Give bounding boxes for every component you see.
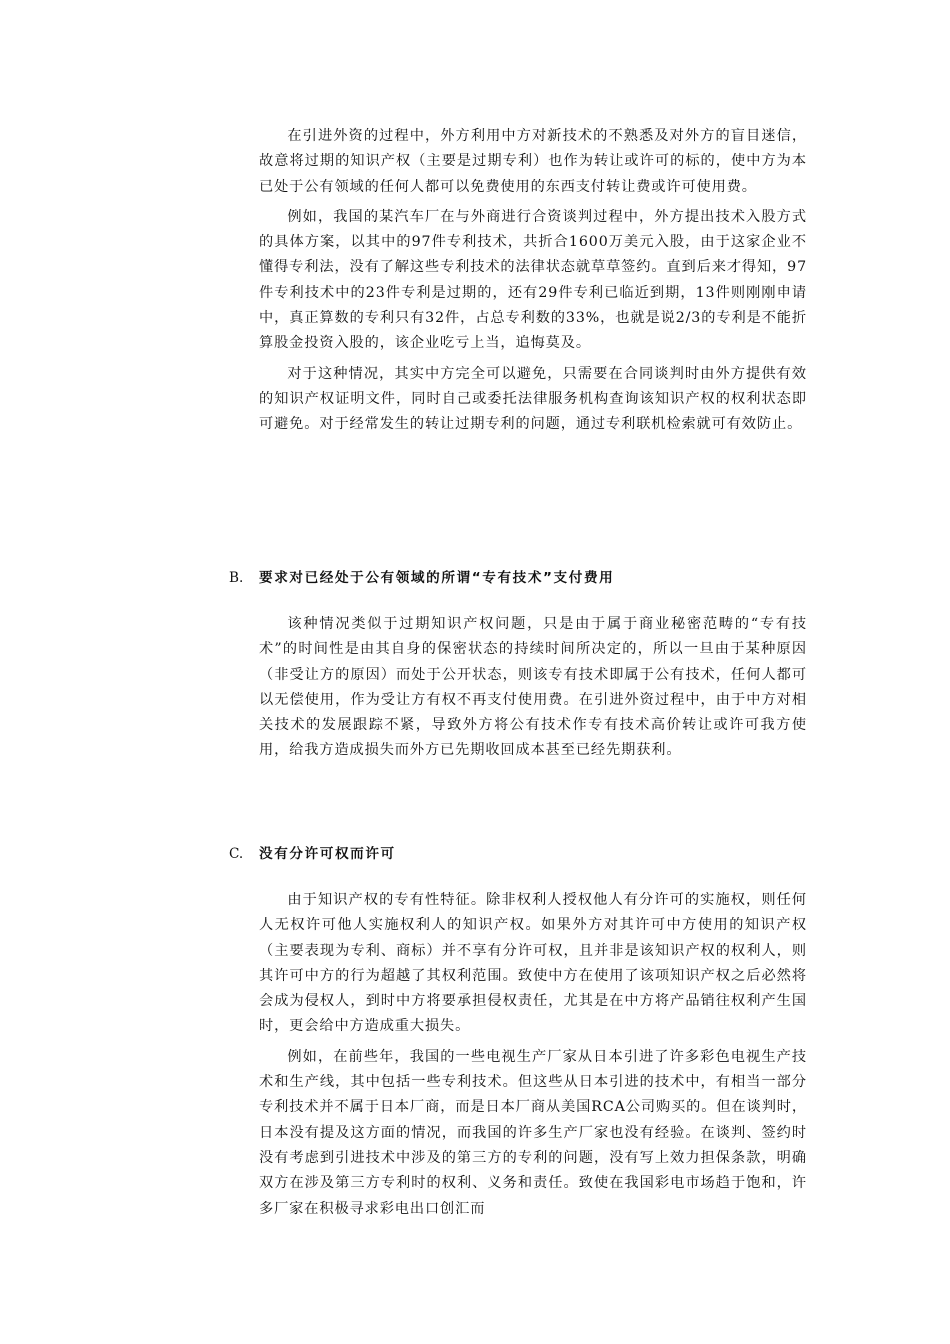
paragraph: 由于知识产权的专有性特征。除非权利人授权他人有分许可的实施权，则任何人无权许可他人实施权利人的知识产权。如果外方对其许可中方使用的知识产权（主要表现为专利、商标）并不享有分许可权，且并非是该知识产权的权利人，则其许可中方的行为超越了其权利范围。致使中方在使用了该项知识产权之后必然将会成为侵权人，到时中方将要承担侵权责任，尤其是在中方将产品销往权利产生国时，更会给中方造成重大损失。 [259, 892, 807, 1035]
section-b-letter: B. [229, 570, 244, 586]
section-c-body [259, 888, 807, 1222]
paragraph: 对于这种情况，其实中方完全可以避免，只需要在合同谈判时由外方提供有效的知识产权证明文件，同时自己或委托法律服务机构查询该知识产权的权利状态即可避免。对于经常发生的转让过期专利的问题，通过专利联机检索就可有效防止。 [259, 365, 807, 433]
paragraph: 例如，在前些年，我国的一些电视生产厂家从日本引进了许多彩色电视生产技术和生产线，其中包括一些专利技术。但这些从日本引进的技术中，有相当一部分专利技术并不属于日本厂商，而是日本厂商从美国RCA公司购买的。但在谈判时，日本没有提及这方面的情况，而我国的许多生产厂家也没有经验。在谈判、签约时没有考虑到引进技术中涉及的第三方的专利的问题，没有写上效力担保条款，明确双方在涉及第三方专利时的权利、义务和责任。致使在我国彩电市场趋于饱和，许多厂家在积极寻求彩电出口创汇而 [259, 1048, 807, 1217]
intro-section [259, 124, 807, 438]
section-b-title: 要求对已经处于公有领域的所谓“专有技术”支付费用 [259, 570, 615, 586]
section-c-heading [229, 844, 396, 864]
section-b-heading [229, 568, 614, 588]
section-c-title: 没有分许可权而许可 [259, 846, 396, 862]
paragraph: 该种情况类似于过期知识产权问题，只是由于属于商业秘密范畴的“专有技术”的时间性是由其自身的保密状态的持续时间所决定的，所以一旦由于某种原因（非受让方的原因）而处于公开状态，则该专有技术即属于公有技术，任何人都可以无偿使用，作为受让方有权不再支付使用费。在引进外资过程中，由于中方对相关技术的发展跟踪不紧，导致外方将公有技术作专有技术高价转让或许可我方使用，给我方造成损失而外方已先期收回成本甚至已经先期获利。 [259, 616, 807, 759]
paragraph: 在引进外资的过程中，外方利用中方对新技术的不熟悉及对外方的盲目迷信，故意将过期的知识产权（主要是过期专利）也作为转让或许可的标的，使中方为本已处于公有领域的任何人都可以免费使用的东西支付转让费或许可使用费。 [259, 128, 807, 195]
paragraph: 例如，我国的某汽车厂在与外商进行合资谈判过程中，外方提出技术入股方式的具体方案，以其中的97件专利技术，共折合1600万美元入股，由于这家企业不懂得专利法，没有了解这些专利技术的法律状态就草草签约。直到后来才得知，97件专利技术中的23件专利是过期的，还有29件专利已临近到期，13件则刚刚申请中，真正算数的专利只有32件，占总专利数的33%，也就是说2/3的专利是不能折算股金投资入股的，该企业吃亏上当，追悔莫及。 [259, 208, 807, 352]
section-c-letter: C. [229, 846, 244, 862]
section-b-body [259, 612, 807, 764]
